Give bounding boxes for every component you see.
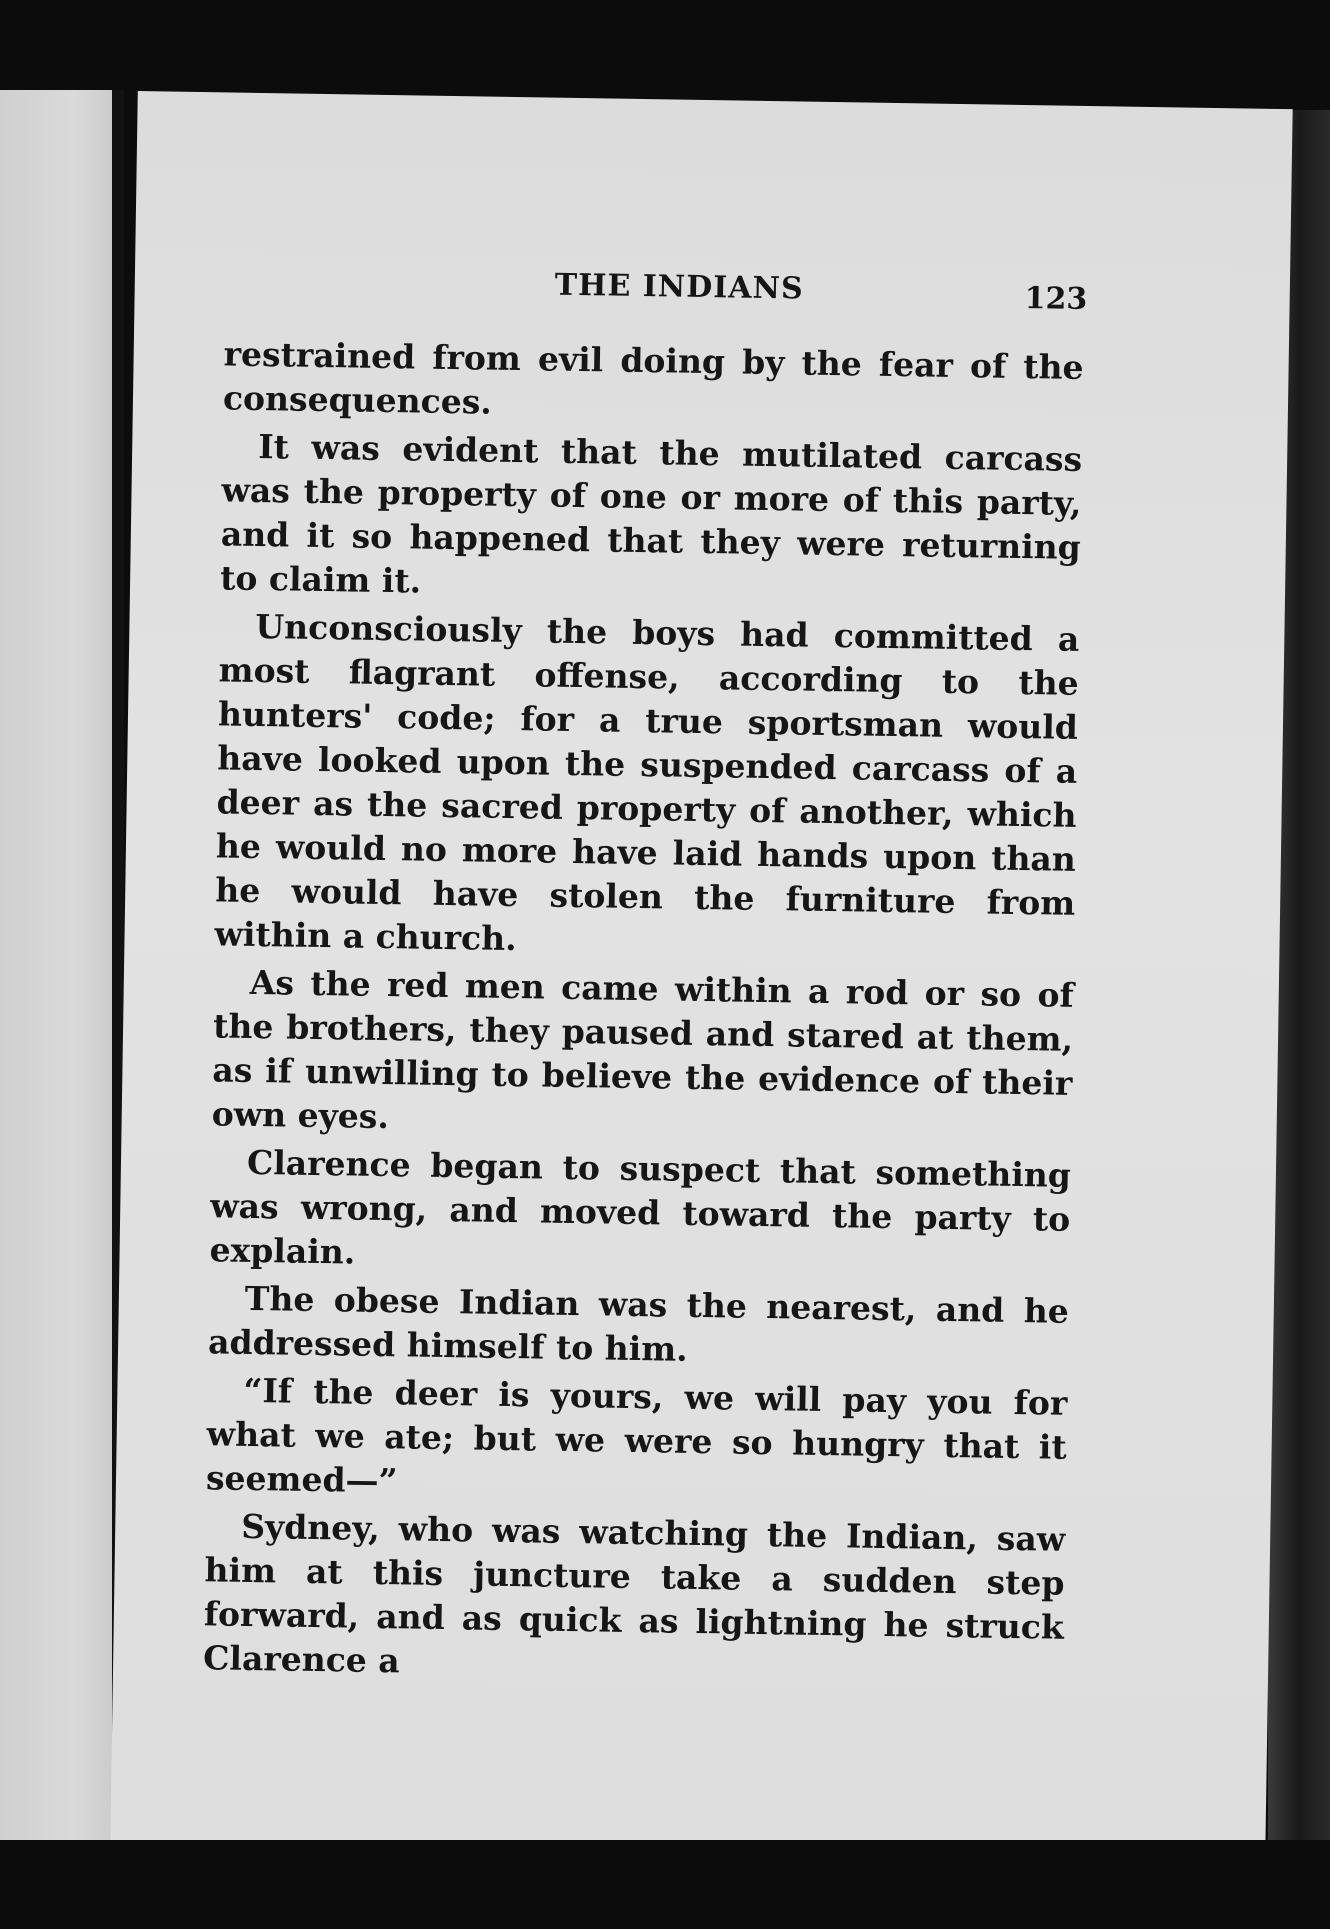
paragraph: restrained from evil doing by the fear of the consequences. [222, 334, 1084, 422]
paragraph: It was evident that the mutilated carcass was the property of one or more of this party, and it so happened that they were returning to claim it. [219, 426, 1083, 601]
paragraph: As the red men came within a rod or so of the brothers, they paused and stared at them, as if unwilling to believe the evidence of their own eyes. [211, 962, 1075, 1137]
chapter-title: THE INDIANS [554, 267, 804, 307]
body-text [203, 332, 1084, 1697]
left-page-edge [0, 90, 122, 1850]
paragraph: Unconsciously the boys had committed a most flagrant offense, according to the hunters' code; for a true sportsman would have looked upon the suspended carcass of a deer as the sacred property of another, which he would no more have laid hands upon than he would have stolen the furniture from within a church. [214, 606, 1080, 959]
paragraph: The obese Indian was the nearest, and he addressed himself to him. [207, 1278, 1070, 1369]
paragraph: Sydney, who was watching the Indian, saw him at this juncture take a sudden step forward, and as quick as lightning he struck Clarence a [202, 1506, 1066, 1681]
book-page [110, 91, 1292, 1859]
scan-border [0, 1840, 1330, 1929]
running-head [134, 261, 1290, 339]
paragraph: Clarence began to suspect that something was wrong, and moved toward the party to explain. [209, 1142, 1072, 1272]
paragraph: “If the deer is yours, we will pay you for what we ate; but we were so hungry that it seemed—” [205, 1370, 1068, 1501]
page-number: 123 [1024, 280, 1088, 317]
